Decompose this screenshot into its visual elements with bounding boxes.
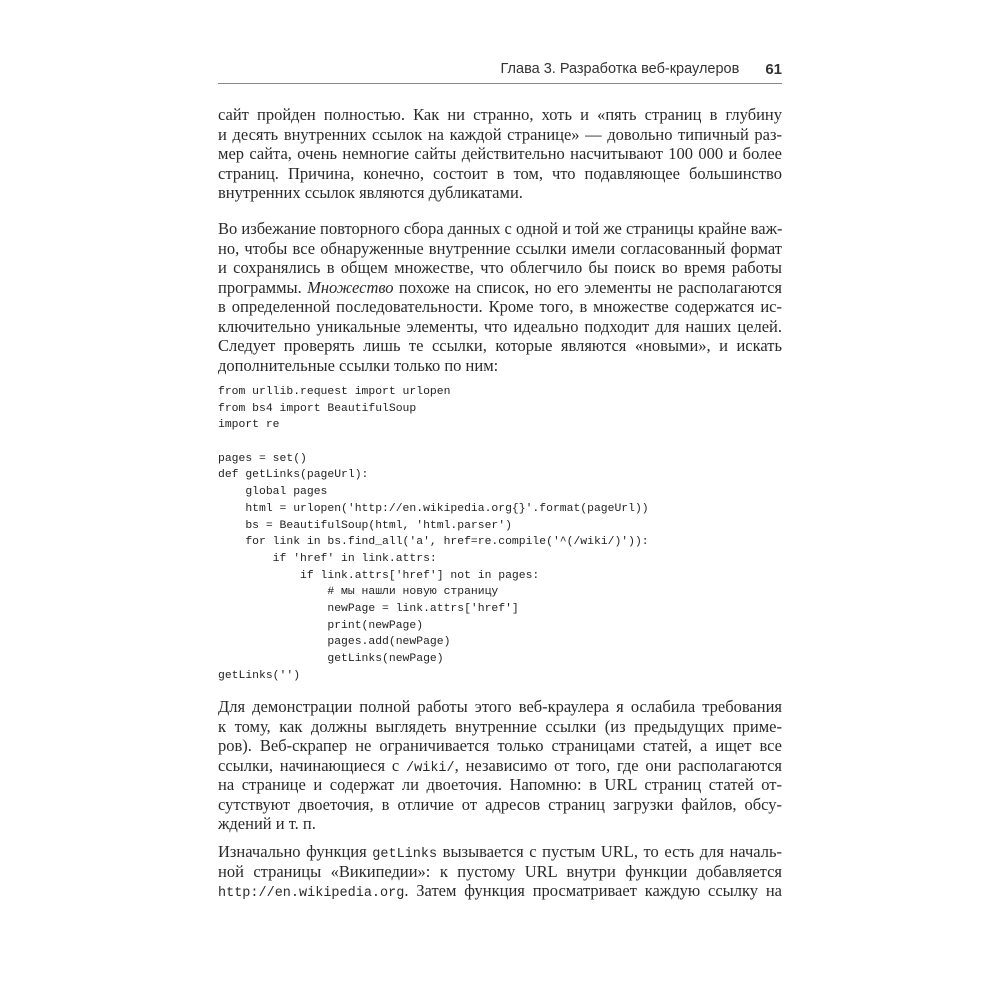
text-segment: дополнительные ссылки только по ним: — [218, 355, 499, 375]
code-line — [218, 434, 649, 451]
text-segment: . Затем функция просматривает каждую ссылку на — [404, 881, 782, 900]
text-segment: и десять внутренних ссылок на каждой странице» — довольно типичный раз- — [218, 124, 782, 144]
text-line — [218, 736, 782, 756]
code-line: pages.add(newPage) — [218, 636, 451, 649]
code-line: from urllib.request import urlopen — [218, 386, 451, 398]
text-line — [218, 125, 782, 145]
paragraph-3 — [218, 697, 782, 834]
code-line: pages = set() — [218, 452, 307, 465]
code-line: def getLinks(pageUrl): — [218, 469, 369, 482]
text-line — [218, 717, 782, 737]
text-line — [218, 317, 782, 337]
text-line — [218, 356, 782, 376]
text-segment: сайт пройден полностью. Как ни странно, хоть и «пять страниц в глубину — [218, 105, 782, 124]
text-line — [218, 814, 782, 834]
header-divider — [218, 83, 782, 84]
text-line — [218, 219, 782, 239]
running-header — [218, 56, 782, 82]
code-line: if 'href' in link.attrs: — [218, 552, 437, 565]
text-line — [218, 105, 782, 125]
text-segment: но, чтобы все обнаруженные внутренние ссылки имели согласованный формат — [218, 238, 782, 258]
text-segment: программы. — [218, 277, 308, 297]
paragraph-2 — [218, 219, 782, 375]
page-number: 61 — [765, 60, 782, 78]
code-listing — [218, 384, 649, 684]
inline-code: /wiki/ — [406, 760, 455, 776]
text-line — [218, 336, 782, 356]
code-line: bs = BeautifulSoup(html, 'html.parser') — [218, 519, 512, 532]
text-line — [218, 297, 782, 317]
inline-code: getLinks — [372, 847, 438, 862]
text-segment: мер сайта, очень немногие сайты действительно насчитывают 100 000 и более — [218, 144, 782, 163]
text-segment: Для демонстрации полной работы этого веб-краулера я ослабила требования — [218, 697, 782, 716]
text-segment: сутствуют двоеточия, в отличие от адресов страниц загрузки файлов, обсу- — [218, 794, 782, 814]
inline-code: http://en.wikipedia.org — [218, 886, 405, 901]
code-line: for link in bs.find_all('a', href=re.compile('^(/wiki/)')): — [218, 536, 649, 549]
text-segment: , независимо от того, где они располагаются — [454, 755, 783, 775]
code-line: getLinks('') — [218, 669, 301, 682]
text-segment: к тому, как должны выглядеть внутренние ссылки (из предыдущих приме- — [218, 716, 782, 736]
text-line — [218, 881, 782, 901]
code-line: if link.attrs['href'] not in pages: — [218, 569, 540, 582]
text-segment: ссылки, начинающиеся с — [218, 755, 407, 775]
text-line — [218, 862, 782, 882]
text-segment: в определенной последовательности. Кроме того, в множестве содержатся ис- — [218, 297, 782, 316]
text-segment: похоже на список, но его элементы не располагаются — [393, 277, 782, 297]
emphasis-text: Множество — [307, 277, 394, 297]
text-segment: на странице и содержат ли двоеточия. Напомню: в URL страниц статей от- — [218, 775, 782, 794]
text-segment: внутренних ссылок являются дубликатами. — [218, 183, 523, 202]
code-line: import re — [218, 419, 280, 432]
text-segment: и сохранялись в общем множестве, что облегчило бы поиск во время работы — [218, 258, 782, 277]
text-segment: ключительно уникальные элементы, что идеально подходит для наших целей. — [218, 316, 782, 336]
text-segment: ров). Веб-скрапер не ограничивается только страницами статей, а ищет все — [218, 736, 782, 755]
paragraph-1 — [218, 105, 782, 203]
text-line — [218, 795, 782, 815]
text-line — [218, 842, 782, 862]
text-segment: Изначально функция — [218, 842, 373, 861]
text-segment: Во избежание повторного сбора данных с одной и той же страницы крайне важ- — [218, 219, 783, 238]
text-segment: Следует проверять лишь те ссылки, которые являются «новыми», и искать — [218, 336, 782, 355]
text-segment: вызывается с пустым URL, то есть для началь- — [437, 842, 782, 861]
text-line — [218, 775, 782, 795]
chapter-title: Глава 3. Разработка веб-краулеров — [500, 61, 740, 77]
text-line — [218, 278, 782, 298]
text-segment: ждений и т. п. — [218, 814, 316, 833]
text-line — [218, 183, 782, 203]
code-line: # мы нашли новую страницу — [218, 586, 499, 599]
text-line — [218, 756, 782, 776]
text-segment: ной страницы «Википедии»: к пустому URL внутри функции добавляется — [218, 861, 782, 881]
paragraph-4 — [218, 842, 782, 901]
text-segment: страниц. Причина, конечно, состоит в том, что подавляющее большинство — [218, 163, 782, 183]
code-line: global pages — [218, 486, 328, 499]
code-line: print(newPage) — [218, 619, 424, 632]
code-line: newPage = link.attrs['href'] — [218, 602, 519, 615]
text-line — [218, 164, 782, 184]
text-line — [218, 697, 782, 717]
code-line: getLinks(newPage) — [218, 653, 444, 665]
code-line: html = urlopen('http://en.wikipedia.org{}'.format(pageUrl)) — [218, 502, 649, 515]
text-line — [218, 144, 782, 164]
code-line: from bs4 import BeautifulSoup — [218, 402, 417, 415]
text-line — [218, 258, 782, 278]
text-line — [218, 239, 782, 259]
